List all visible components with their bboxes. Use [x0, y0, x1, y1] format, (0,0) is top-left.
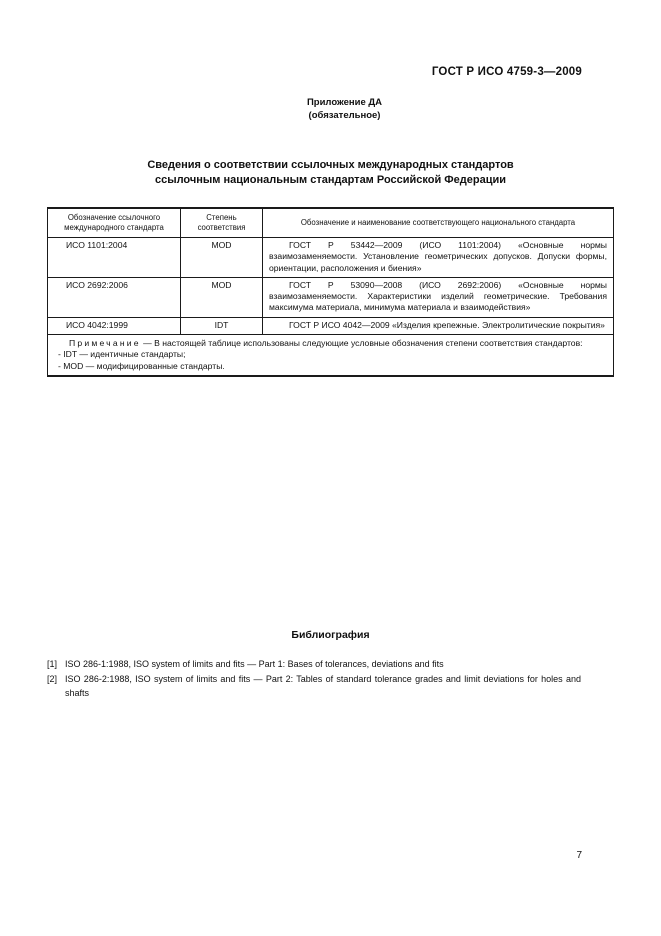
section-title-line-1: Сведения о соответствии ссылочных международных стандартов [147, 159, 514, 171]
annex-title: Приложение ДА [306, 97, 383, 108]
table-header-row [48, 208, 614, 238]
bibliography-list [47, 657, 581, 701]
table-note [48, 335, 614, 376]
annex-status: (обязательное) [308, 110, 381, 121]
cell-degree: MOD [181, 277, 263, 317]
table-row [48, 317, 614, 334]
table-row [48, 238, 614, 278]
note-item-idt: - IDT — идентичные стандарты; [58, 349, 186, 360]
cell-international-standard: ИСО 4042:1999 [48, 317, 181, 334]
bibliography-entry-number: [2] [47, 673, 58, 684]
bibliography-entry-text: ISO 286-1:1988, ISO system of limits and fits — Part 1: Bases of tolerances, deviations and fits [65, 659, 444, 669]
bibliography-entry-text: ISO 286-2:1988, ISO system of limits and fits — Part 2: Tables of standard tolerance grades and limit deviations for holes and shafts [65, 673, 581, 698]
page-number: 7 [576, 850, 582, 861]
bibliography-entry [47, 657, 581, 672]
header-national-standard: Обозначение и наименование соответствующего национального стандарта [263, 208, 614, 238]
note-text: — В настоящей таблице использованы следующие условные обозначения степени соответствия стандартов: [143, 338, 583, 349]
note-item-mod: - MOD — модифицированные стандарты. [58, 360, 225, 371]
bibliography-entry-number: [1] [47, 659, 58, 669]
correspondence-table [47, 207, 614, 377]
table-row [48, 277, 614, 317]
cell-international-standard: ИСО 2692:2006 [48, 277, 181, 317]
header-degree: Степень соответствия [181, 208, 263, 238]
note-paragraph [55, 338, 606, 349]
header-international-standard: Обозначение ссылочного международного стандарта [48, 208, 181, 238]
cell-national-standard: ГОСТ Р 53090—2008 (ИСО 2692:2006) «Основные нормы взаимозаменяемости. Характеристики изделий геометрические. Требования максимума материала, минимума материала и взаимодействия» [263, 277, 614, 317]
cell-international-standard: ИСО 1101:2004 [48, 238, 181, 278]
section-title [0, 158, 661, 188]
bibliography-title: Библиография [291, 629, 370, 641]
cell-degree: IDT [181, 317, 263, 334]
annex-heading [0, 96, 661, 122]
table-note-row [48, 335, 614, 376]
cell-national-standard: ГОСТ Р 53442—2009 (ИСО 1101:2004) «Основные нормы взаимозаменяемости. Установление геометрических допусков. Допуски формы, ориентации, расположения и биения» [263, 238, 614, 278]
note-label: Примечание [69, 338, 141, 349]
document-code: ГОСТ Р ИСО 4759-3—2009 [431, 66, 582, 78]
cell-national-standard: ГОСТ Р ИСО 4042—2009 «Изделия крепежные. Электролитические покрытия» [263, 317, 614, 334]
bibliography-entry [47, 672, 581, 701]
section-title-line-2: ссылочным национальным стандартам Российской Федерации [154, 174, 507, 186]
cell-degree: MOD [181, 238, 263, 278]
